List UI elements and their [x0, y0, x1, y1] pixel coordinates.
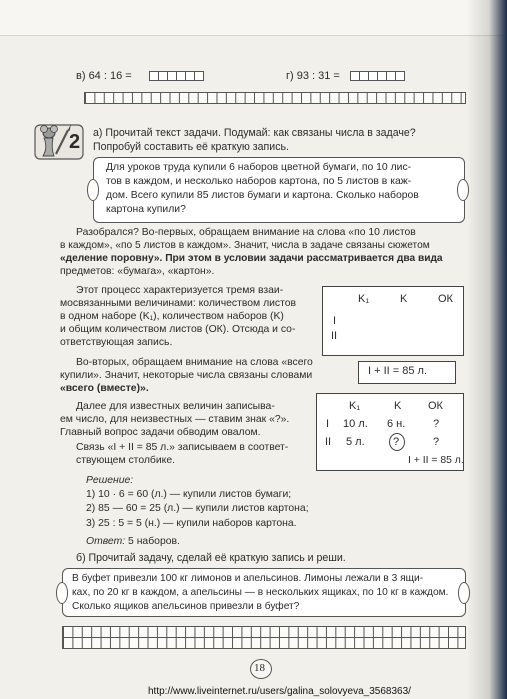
total-relation-text: I + II = 85 л.: [368, 365, 428, 377]
table2-cell: 5 л.: [346, 436, 365, 448]
solution-step: 3) 25 : 5 = 5 (н.) — купили наборов картона.: [86, 518, 297, 529]
table2-cell: I: [326, 418, 330, 430]
answer-line: [86, 535, 180, 548]
table2-cell: ?: [433, 418, 440, 430]
page-number: 18: [254, 662, 265, 674]
problem-line: картона купили?: [106, 204, 186, 215]
task-number: 2: [69, 131, 81, 153]
watermark-url[interactable]: http://www.liveinternet.ru/users/galina_solovyeva_3568363/: [148, 686, 411, 697]
problem-b-box-left-notch: [56, 582, 68, 604]
problem-b-line: Сколько ящиков апельсинов привезли в буфет?: [72, 601, 300, 612]
explanation-line: Во-вторых, обращаем внимание на слова «всего: [76, 357, 313, 368]
table2-cell: ?: [433, 436, 440, 448]
explanation-line: «всего (вместе)».: [60, 383, 149, 394]
explanation-line: мосвязанными величинами: количеством листов: [60, 298, 297, 309]
table2-header-ok: ОК: [428, 400, 443, 412]
exercise-v-answer-cells[interactable]: [149, 71, 203, 81]
exercise-g-label: г) 93 : 31 =: [286, 70, 340, 82]
table2-total: I + II = 85 л.: [408, 455, 464, 466]
table1-header-k: K: [400, 293, 408, 305]
problem-line: дом. Всего купили 85 листов бумаги и картона. Сколько наборов: [106, 190, 419, 201]
page-top-strip: [0, 0, 507, 36]
table1-row-label: II: [331, 330, 338, 342]
table2-header-k1: K₁: [349, 400, 361, 412]
explanation-line: Этот процесс характеризуется тремя взаи-: [76, 285, 284, 296]
table1-header-ok: ОК: [438, 293, 453, 305]
problem-box-left-notch: [87, 179, 99, 201]
answer-value: 5 наборов.: [125, 536, 180, 547]
table2-cell: 10 л.: [343, 418, 368, 430]
table2-cell: II: [325, 436, 332, 448]
table1-row-label: I: [333, 315, 337, 327]
explanation-line: «деление поровну». При этом в условии задачи рассматривается два вида: [60, 253, 443, 264]
task-a-instruction-line2: Попробуй составить её краткую запись.: [93, 141, 289, 153]
problem-b-line: ках, по 20 кг в каждом, а апельсины — в нескольких ящиках, по 10 кг в каждом.: [72, 587, 449, 598]
explanation-line: Связь «I + II = 85 л.» записываем в соответ-: [76, 442, 289, 453]
table2-header-k: K: [394, 400, 402, 412]
table2-cell: ?: [393, 436, 400, 448]
explanation-line: в одном наборе (K₁), количеством наборов (K): [60, 311, 284, 322]
explanation-line: и общим количеством листов (ОК). Отсюда и со-: [60, 324, 296, 335]
answer-label: Ответ:: [86, 536, 126, 547]
solution-step: 2) 85 — 60 = 25 (л.) — купили листов картона;: [86, 503, 309, 514]
exercise-v-label: в) 64 : 16 =: [76, 70, 132, 82]
solution-title: Решение:: [86, 475, 134, 486]
explanation-line: Разобрался? Во-первых, обращаем внимание на слова «по 10 листов: [76, 227, 416, 238]
problem-line: тов в каждом, и несколько наборов картона, по 5 листов в каж-: [106, 176, 412, 187]
explanation-line: предметов: «бумага», «картон».: [60, 266, 215, 277]
exercise-g-answer-cells[interactable]: [350, 71, 404, 81]
explanation-line: Главный вопрос задачи обводим овалом.: [60, 427, 261, 438]
problem-line: Для уроков труда купили 6 наборов цветной бумаги, по 10 лис-: [106, 162, 412, 173]
explanation-line: купили». Значит, некоторые числа связаны словами: [60, 370, 313, 381]
solution-step: 1) 10 · 6 = 60 (л.) — купили листов бумаги;: [86, 489, 292, 500]
task-badge: [32, 120, 88, 164]
task-a-instruction-line1: а) Прочитай текст задачи. Подумай: как связаны числа в задаче?: [93, 127, 416, 139]
explanation-line: в каждом», «по 5 листов в каждом». Значит, числа в задаче связаны сюжетом: [60, 240, 430, 251]
explanation-line: Далее для известных величин записыва-: [76, 401, 275, 412]
task-b-instruction: б) Прочитай задачу, сделай её краткую запись и реши.: [76, 552, 346, 564]
problem-b-line: В буфет привезли 100 кг лимонов и апельсинов. Лимоны лежали в 3 ящи-: [72, 573, 424, 584]
table1-header-k1: K₁: [358, 293, 370, 305]
table2-cell: 6 н.: [387, 418, 406, 430]
answer-grid-bottom[interactable]: [62, 637, 466, 649]
explanation-line: ствующем столбике.: [76, 455, 176, 466]
explanation-line: ем число, для неизвестных — ставим знак «?».: [60, 414, 290, 425]
page-binding-shadow: [467, 0, 507, 699]
answer-grid-top[interactable]: [84, 92, 466, 104]
explanation-line: ответствующая запись.: [60, 337, 173, 348]
